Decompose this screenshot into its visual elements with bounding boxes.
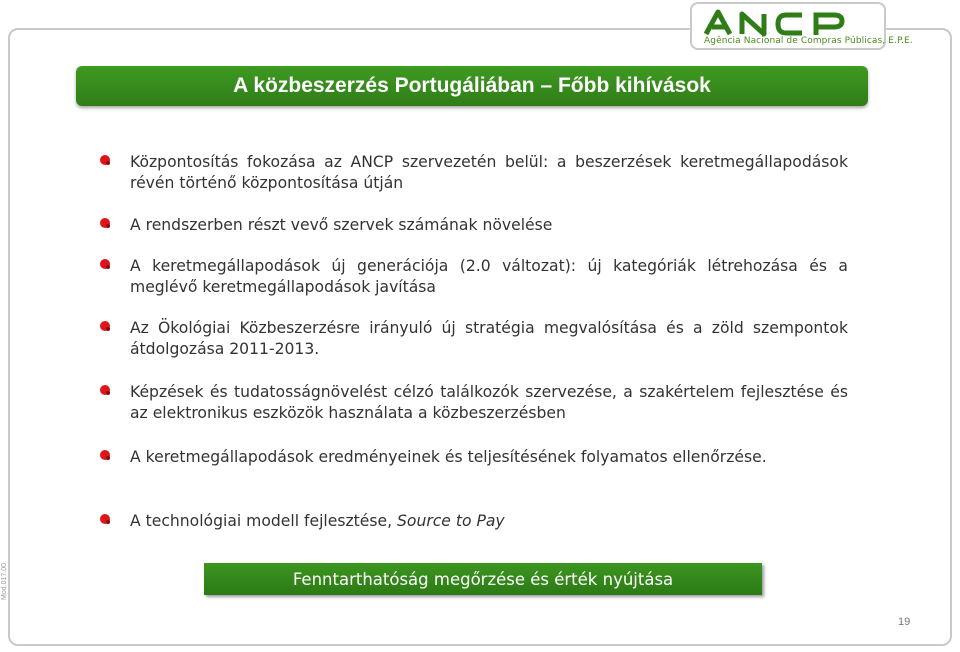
bullet-text: Az Ökológiai Közbeszerzésre irányuló új stratégia megvalósítása és a zöld szempontok átdolgozása 2011-2013. <box>130 319 848 358</box>
bullet-icon <box>100 259 110 269</box>
ancp-logo-mark <box>702 8 878 38</box>
bullet-icon <box>100 218 110 228</box>
bullet-text: Képzések és tudatosságnövelést célzó találkozók szervezése, a szakértelem fejlesztése és az elektronikus eszközök használata a közbeszerzésben <box>130 383 848 422</box>
page-number: 19 <box>898 616 911 628</box>
slide-title: A közbeszerzés Portugáliában – Főbb kihívások <box>233 74 711 97</box>
sustainability-banner <box>204 563 762 595</box>
bullet-text: A keretmegállapodások új generációja (2.0 változat): új kategóriák létrehozása és a meglévő keretmegállapodások javítása <box>130 257 848 296</box>
bullet-text: A rendszerben részt vevő szervek számának növelése <box>130 216 553 234</box>
logo-subtitle: Agência Nacional de Compras Públicas, E.P.E. <box>704 36 913 46</box>
bullet-icon <box>100 514 110 524</box>
bullet-icon <box>100 385 110 395</box>
side-label: Mod.017.00 <box>0 563 8 600</box>
bullet-icon <box>100 321 110 331</box>
bullet-icon <box>100 155 110 165</box>
bullet-text-prefix: A technológiai modell fejlesztése, <box>130 512 397 530</box>
banner-text: Fenntarthatóság megőrzése és érték nyújtása <box>292 569 674 589</box>
bullet-text: A keretmegállapodások eredményeinek és teljesítésének folyamatos ellenőrzése. <box>130 448 767 466</box>
title-bar <box>76 66 868 106</box>
bullet-text: Központosítás fokozása az ANCP szervezetén belül: a beszerzések keretmegállapodások révén történő központosítása útján <box>130 153 848 192</box>
bullet-text-italic: Source to Pay <box>397 512 505 530</box>
ancp-logo <box>690 2 913 50</box>
bullet-text <box>130 511 848 532</box>
bullet-icon <box>100 450 110 460</box>
